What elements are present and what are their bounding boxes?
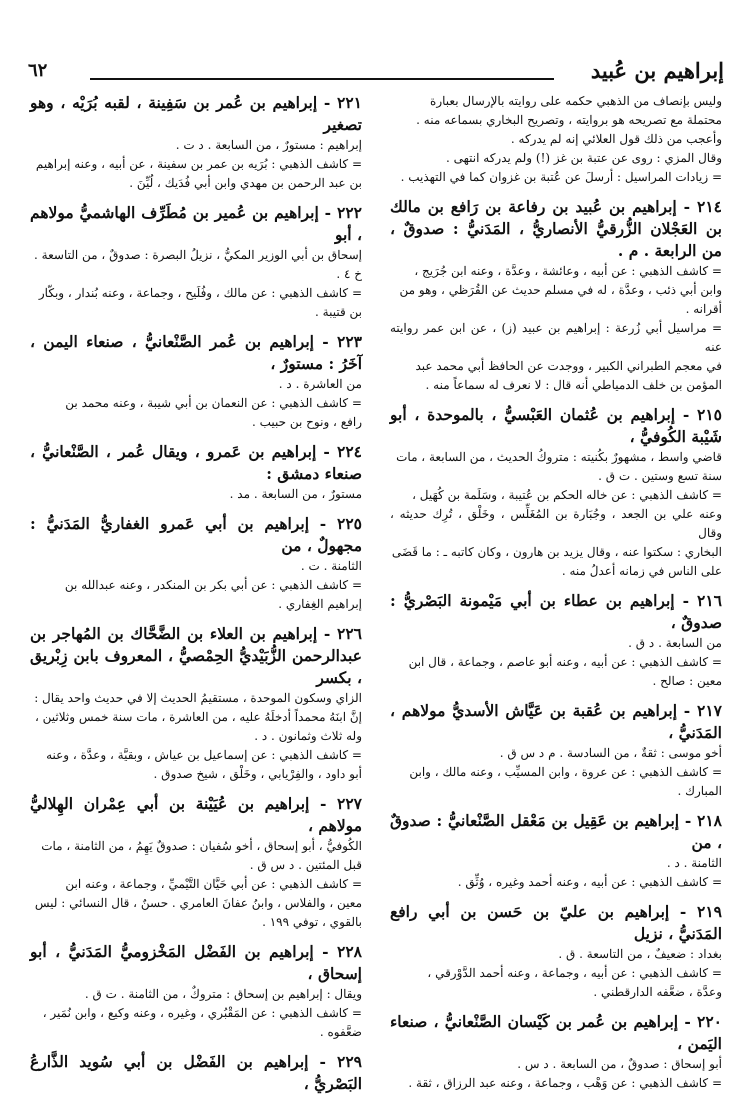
entry-text-line: الثامنة . د .: [666, 856, 722, 870]
left-column: [30, 92, 362, 1093]
entry-text-line: الكُوفيُّ ، أبو إسحاق ، أخو سُفيان : صدوقٌ يَهِمُ ، من الثامنة ، مات: [41, 839, 362, 853]
entry-text-line: الزاي وسكون الموحدة ، مستقيمُ الحديث إلا في حديث واحد يقال :: [34, 691, 362, 705]
entry-text-line: على الناس في زمانه أعدلُ منه .: [561, 564, 722, 578]
biography-entry: [30, 202, 362, 322]
entry-text-line: = كاشف الذهبي : عن أبيه ، وعنه أحمد وغيره ، وُثِّق .: [457, 875, 722, 889]
biography-entry: [30, 623, 362, 784]
entry-text-line: وابن أبي ذئب ، وعدَّة ، له في مسلم حديث عن القُرَظي ، وهو من: [399, 283, 722, 297]
biography-entry: [30, 513, 362, 614]
entry-heading: ٢١٩ - إبراهيم بن عليّ بن حَسن بن أبي رافع المَدَنيُّ ، نزيل: [390, 902, 722, 943]
entry-text-line: وله ثلاث وثمانون . د .: [254, 729, 362, 743]
entry-heading: ٢١٨ - إبراهيم بن عَقِيل بن مَعْقل الصَّنْعانيُّ : صدوقٌ ، من: [390, 811, 722, 852]
entry-heading: ٢٢٨ - إبراهيم بن الفَضْل المَخْزوميُّ المَدَنيُّ ، أبو إسحاق ،: [30, 942, 362, 983]
page-header: [28, 58, 724, 88]
entry-text-line: = كاشف الذهبي : عن خاله الحكم بن عُتيبة ، وسَلَمة بن كُهَيل ،: [412, 488, 722, 502]
entry-text-line: المؤمن بن خلف الدمياطي أنه قال : لا نعرف له سماعاً منه .: [425, 378, 722, 392]
entry-text-line: وعنه علي بن الجعد ، وجُبَارة بن المُغَلِّس ، وخَلْق ، تُرِك حديثه ، وقال: [390, 507, 722, 540]
biography-entry: [30, 441, 362, 504]
entry-text-line: قاضي واسط ، مشهورٌ بكُنيته : متروكُ الحديث ، من السابعة ، مات: [396, 450, 722, 464]
entry-text-line: معين : صالح .: [652, 674, 722, 688]
entry-text-line: أقرانه .: [685, 302, 722, 316]
entry-heading: ٢٢٢ - إبراهيم بن عُمير بن مُطَرِّف الهاشميُّ مولاهم ، أبو: [30, 203, 362, 244]
continuation-line: وليس بإنصاف من الذهبي حكمه على روايته بالإرسال بعبارة: [430, 94, 722, 108]
entry-text-line: بن عبد الرحمن بن مهدي وابن أبي فُدَيك ، لُيِّنَ .: [129, 176, 362, 190]
entry-heading: ٢٢٠ - إبراهيم بن عُمر بن كَيْسان الصَّنْعانيُّ ، صنعاء اليَمن ،: [390, 1012, 722, 1053]
biography-entry: [30, 793, 362, 932]
biography-entry: [390, 404, 722, 581]
right-column: [390, 92, 722, 1090]
entry-text-line: البخاري : سكتوا عنه ، وقال يزيد بن هارون ، وكان كاتبه ـ : ما قَضَى: [391, 545, 722, 559]
entry-text-line: = كاشف الذهبي : بُرَيه بن عمر بن سفينة ، عن أبيه ، وعنه إبراهيم: [35, 157, 362, 171]
continuation-block: [390, 92, 722, 187]
entry-text-line: بغداد : ضعيفٌ ، من التاسعة . ق .: [558, 947, 722, 961]
entry-text-line: = كاشف الذهبي : عن أبيه ، وعائشة ، وعدَّة ، وعنه ابن جُرَيج ،: [414, 264, 722, 278]
entry-text-line: = كاشف الذهبي : عن أبيه ، وجماعة ، وعنه أحمد الدَّوْرقي ،: [427, 966, 722, 980]
entry-text-line: إبراهيم : مستورٌ ، من السابعة . د ت .: [175, 138, 362, 152]
entry-text-line: معين ، والفلاس ، وابنُ عفانَ العامري . حسنٌ ، قال النسائي : ليس: [34, 896, 362, 910]
biography-entry: [30, 941, 362, 1042]
biography-entry: [390, 1011, 722, 1093]
biography-entry: [390, 901, 722, 1002]
entry-text-line: الثامنة . ت .: [300, 559, 362, 573]
page-number: ٦٢: [28, 60, 48, 81]
entry-text-line: = كاشف الذهبي : عن أبي بكر بن المنكدر ، وعنه عبدالله بن: [64, 578, 362, 592]
entry-heading: ٢١٧ - إبراهيم بن عُقبة بن عَيَّاش الأسديُّ مولاهم ، المَدَنيُّ ،: [390, 701, 722, 742]
entry-heading: ٢٢٤ - إبراهيم بن عَمرو ، ويقال عُمر ، الصَّنْعانيُّ ، صنعاء دمشق :: [30, 442, 362, 483]
header-rule: [90, 78, 554, 80]
continuation-line: وأعجب من ذلك قول العلائي إنه لم يدركه .: [510, 132, 722, 146]
entry-heading: ٢٢١ - إبراهيم بن عُمر بن سَفِينة ، لقبه بُرَيْه ، وهو تصغير: [30, 93, 362, 134]
entry-text-line: المبارك .: [677, 784, 722, 798]
entry-text-line: مستورٌ ، من السابعة . مد .: [229, 487, 362, 501]
entry-text-line: أبو داود ، والفِرْيابي ، وخَلْق ، شيخ صدوق .: [153, 767, 362, 781]
continuation-line: = زيادات المراسيل : أرسلَ عن عُتبة بن غزوان كما في التهذيب .: [400, 170, 722, 184]
continuation-line: محتملة مع تصريحه هو بروايته ، وتصريح البخاري بسماعه منه .: [416, 113, 722, 127]
entry-text-line: خ ٤ .: [336, 267, 362, 281]
biography-entry: [30, 1051, 362, 1095]
entry-text-line: إبراهيم الغِفاري .: [278, 597, 362, 611]
entry-text-line: = مراسيل أبي زُرعة : إبراهيم بن عبيد (ز) ، عن ابن عمر روايته عنه: [390, 321, 722, 354]
entry-text-line: من العاشرة . د .: [278, 377, 362, 391]
biography-entry: [390, 590, 722, 691]
entry-text-line: رافع ، ونوح بن حبيب .: [251, 415, 362, 429]
entry-text-line: = كاشف الذهبي : عن إسماعيل بن عياش ، وبقيَّة ، وعدَّة ، وعنه: [46, 748, 362, 762]
entry-text-line: = كاشف الذهبي : عن عروة ، وابن المسيِّب ، وعنه مالك ، وابن: [409, 765, 722, 779]
entry-text-line: = كاشف الذهبي : عن مالك ، وفُلَيح ، وجماعة ، وعنه بُندار ، وبكّار: [38, 286, 362, 300]
entry-text-line: في معجم الطبراني الكبير ، ووجدت عن الحافظ أبي محمد عبد: [415, 359, 722, 373]
entry-text-line: ويقال : إبراهيم بن إسحاق : متروكٌ ، من الثامنة . ت ق .: [84, 987, 362, 1001]
entry-heading: ٢١٤ - إبراهيم بن عُبيد بن رفاعة بن رَافع بن مالك بن العَجْلان الزُّرقيُّ الأنصاريُّ ، المَدَنيُّ : صدوقٌ ، من الرابعة . م .: [390, 197, 722, 260]
continuation-line: وقال المزي : روى عن عتبة بن غز (!) ولم يدركه انتهى .: [446, 151, 722, 165]
running-title: إبراهيم بن عُبيد: [590, 58, 724, 83]
entry-heading: ٢١٦ - إبراهيم بن عطاء بن أبي مَيْمونة البَصْريُّ : صدوقٌ ،: [390, 591, 722, 632]
entry-text-line: = كاشف الذهبي : عن وَهْب ، وجماعة ، وعنه عبد الرزاق ، ثقة .: [408, 1076, 722, 1090]
entry-text-line: قبل المئتين . د س ق .: [249, 858, 362, 872]
biography-entry: [390, 810, 722, 892]
biography-entry: [390, 196, 722, 395]
biography-entry: [30, 92, 362, 193]
entry-heading: ٢١٥ - إبراهيم بن عُثمان العَبْسيُّ ، بالموحدة ، أبو شَيْبة الكُوفيُّ ،: [390, 405, 722, 446]
entry-heading: ٢٢٣ - إبراهيم بن عُمر الصَّنْعانيُّ ، صنعاء اليمن ، آخَرُ : مستورٌ ،: [30, 332, 362, 373]
entry-text-line: = كاشف الذهبي : عن أبيه ، وعنه أبو عاصم ، وجماعة ، قال ابن: [408, 655, 722, 669]
entry-heading: ٢٢٥ - إبراهيم بن أبي عَمرو الغفاريُّ المَدَنيُّ : مجهولٌ ، من: [30, 514, 362, 555]
entry-text-line: بالقوي ، توفي ١٩٩ .: [262, 915, 362, 929]
entry-text-line: = كاشف الذهبي : عن المَقْبُري ، وغيره ، وعنه وكيع ، وابن نُمَير ،: [42, 1006, 362, 1020]
entry-text-line: سنة تسع وستين . ت ق .: [598, 469, 722, 483]
entry-heading: ٢٢٦ - إبراهيم بن العلاء بن الضَّحَّاك بن المُهاجر بن عبدالرحمن الزُّبَيْديُّ الحِمْصيُّ ، المعروف بابن زِبْريق ، بكسر: [30, 624, 362, 687]
entry-text-line: وعدَّة ، ضعَّفه الدارقطني .: [593, 985, 722, 999]
entry-text-line: = كاشف الذهبي : عن النعمان بن أبي شيبة ، وعنه محمد بن: [65, 396, 362, 410]
entry-text-line: أخو موسى : ثقةٌ ، من السادسة . م د س ق .: [499, 746, 722, 760]
entry-text-line: أبو إسحاق : صدوقٌ ، من السابعة . د س .: [517, 1057, 722, 1071]
entry-text-line: = كاشف الذهبي : عن أبي حَيَّان التَّيْميِّ ، وجماعة ، وعنه ابن: [65, 877, 362, 891]
entry-heading: ٢٢٧ - إبراهيم بن عُيَيْنة بن أبي عِمْران الهِلاليُّ مولاهم ،: [30, 794, 362, 835]
entry-text-line: ضعَّفوه .: [319, 1025, 362, 1039]
entry-text-line: بن قتيبة .: [315, 305, 362, 319]
entry-text-line: إسحاق بن أبي الوزير المكيُّ ، نزيلُ البصرة : صدوقٌ ، من التاسعة .: [34, 248, 362, 262]
entry-heading: ٢٢٩ - إبراهيم بن الفَضْل بن أبي سُويد الذَّارعُ البَصْريُّ ،: [30, 1052, 362, 1093]
entry-text-line: إنَّ ابنَهُ محمداً أدخلَهُ عليه ، من العاشرة ، مات سنة خمس وثلاثين ،: [34, 710, 362, 724]
entry-text-line: من السابعة . د ق .: [628, 636, 722, 650]
biography-entry: [30, 331, 362, 432]
biography-entry: [390, 700, 722, 801]
